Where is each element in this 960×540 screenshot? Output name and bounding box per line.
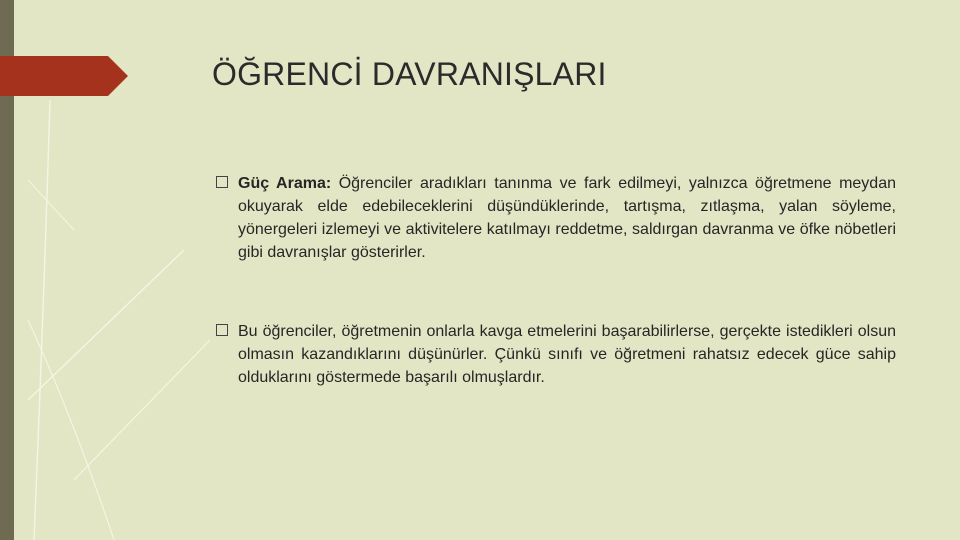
checkbox-bullet-icon <box>216 324 228 336</box>
bullet-body: Bu öğrenciler, öğretmenin onlarla kavga etmelerini başarabilirlerse, gerçekte istedikleri olsun olmasın kazandıklarını düşünürler. Çünkü sınıfı ve öğretmeni rahatsız edecek güce sahip olduklarını göstermede başarılı olmuşlardır. <box>238 323 896 386</box>
title-accent-arrow <box>0 56 128 96</box>
bullet-text <box>238 172 896 264</box>
bullet-body: Öğrenciler aradıkları tanınma ve fark edilmeyi, yalnızca öğretmene meydan okuyarak elde edebileceklerini düşündüklerinde, tartışma, zıtlaşma, yalan söyleme, yönergeleri izlemeyi ve aktivitelere katılmayı reddetme, saldırgan davranma ve öfke nöbetleri gibi davranışlar gösterirler. <box>238 175 896 261</box>
bullet-term: Güç Arama: <box>238 175 332 192</box>
slide-title: ÖĞRENCİ DAVRANIŞLARI <box>212 56 607 92</box>
checkbox-bullet-icon <box>216 176 228 188</box>
bullet-text <box>238 320 896 389</box>
bullet-guc-arama <box>216 172 896 264</box>
bullet-bu-ogrenciler <box>216 320 896 389</box>
